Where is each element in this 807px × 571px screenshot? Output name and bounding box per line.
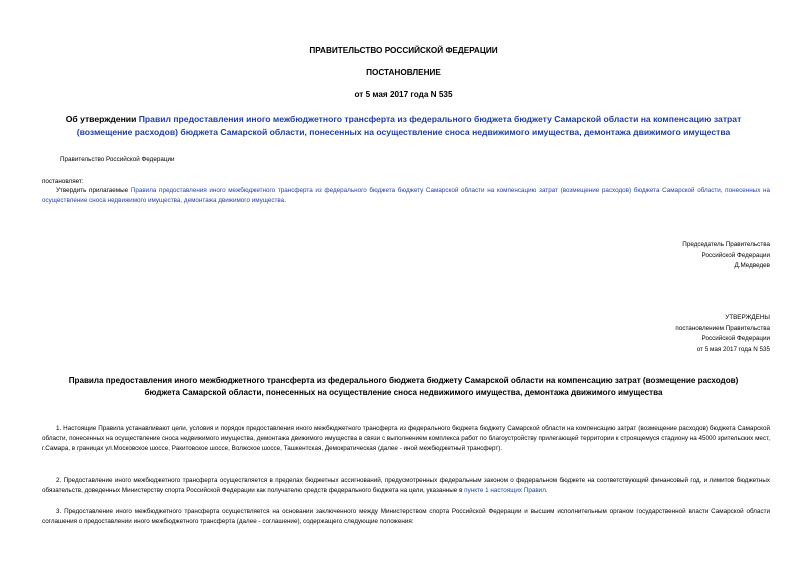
approved-country: Российской Федерации xyxy=(701,335,770,343)
approve-suffix: . xyxy=(284,197,286,205)
rules-paragraph-3: 3. Предоставление иного межбюджетного трансферта осуществляется на основании заключенного между Министерством спорта Российской Федерации и высшим исполнительным органом государственной власти Самарской области соглашения о предоставлении иного межбюджетного трансферта (далее - соглашение), содержащего следующие положения: xyxy=(42,508,770,526)
rules-p1-link[interactable]: пункте 1 настоящих Правил xyxy=(464,487,546,495)
approved-date: от 5 мая 2017 года N 535 xyxy=(696,345,770,353)
signature-position: Председатель Правительства xyxy=(682,241,770,248)
decree-title xyxy=(40,113,767,138)
signature-country: Российской Федерации xyxy=(701,251,770,259)
rules-paragraph-2 xyxy=(42,476,770,496)
approved-by: постановлением Правительства xyxy=(675,324,770,332)
rules-title: Правила предоставления иного межбюджетного трансферта из федерального бюджета бюджету Самарской области на компенсацию затрат (возмещение расходов) бюджета Самарской области, понесенных на осуществление сноса недвижимого имущества, демонтажа движимого имущества xyxy=(68,376,739,398)
approved-heading: УТВЕРЖДЕНЫ xyxy=(725,314,770,321)
document-date-number: от 5 мая 2017 года N 535 xyxy=(354,90,453,99)
decree-title-link[interactable]: Правил предоставления иного межбюджетного трансферта из федерального бюджета бюджету Самарской области на компенсацию затрат (возмещение расходов) бюджета Самарской области, понесенных на осуществление сноса недвижимого имущества, демонтажа движимого имущества xyxy=(76,114,742,137)
approved-block xyxy=(560,313,770,355)
signature-name: Д.Медведев xyxy=(734,262,770,270)
decides-text: постановляет: xyxy=(42,178,84,185)
rules-p2-prefix: 2. Предоставление иного межбюджетного трансферта осуществляется в пределах бюджетных ассигнований, предусмотренных федеральным законом о федеральном бюджете на соответствующий финансовый год, и лимитов бюджетных обязательств, доведенных Министерству спорта Российской Федерации как получателю средств федерального бюджета на цели, указанные в xyxy=(42,477,770,495)
document-type: ПОСТАНОВЛЕНИЕ xyxy=(366,68,441,77)
approve-rules-link[interactable]: Правила предоставления иного межбюджетного трансферта из федерального бюджета бюджету Самарской области на компенсацию затрат (возмещение расходов) бюджета Самарской области, понесенных на осуществление сноса недвижимого имущества, демонтажа движимого имущества xyxy=(42,187,770,205)
rules-p2-suffix: . xyxy=(545,487,548,495)
approve-prefix: Утвердить прилагаемые xyxy=(56,187,131,194)
approve-paragraph xyxy=(42,186,770,206)
rules-paragraph-1: 1. Настоящие Правила устанавливают цели, условия и порядок предоставления иного межбюджетного трансферта из федерального бюджета бюджету Самарской области на компенсацию затрат (возмещение расходов) бюджета Самарской области, понесенных на осуществление сноса недвижимого имущества, демонтажа движимого имущества в связи с выполнением комплекса работ по благоустройству прилегающей территории к строящемуся стадиону на 45000 зрительских мест, г.Самара, в границах ул.Московское шоссе, Ракитовское шоссе, Волжское шоссе, Ташкентская, Демократическая (далее - иной межбюджетный трансферт). xyxy=(42,425,770,453)
issuer-text: Правительство Российской Федерации xyxy=(60,156,175,163)
government-heading: ПРАВИТЕЛЬСТВО РОССИЙСКОЙ ФЕДЕРАЦИИ xyxy=(309,46,498,55)
signature-block xyxy=(560,240,770,272)
decree-title-prefix: Об утверждении xyxy=(65,114,139,124)
